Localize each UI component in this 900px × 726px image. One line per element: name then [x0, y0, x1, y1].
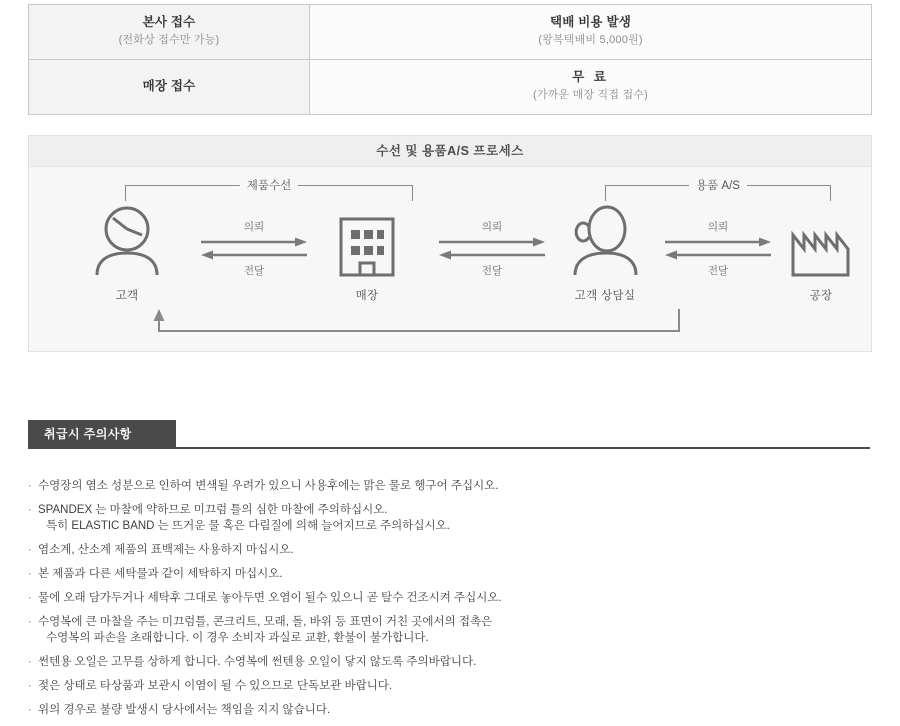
bullet-icon: · [28, 704, 32, 716]
bullet-icon: · [28, 656, 32, 668]
list-item [28, 702, 870, 718]
fee-row-label-cell [29, 5, 310, 60]
caution-text: 젖은 상태로 타상품과 보관시 이염이 될 수 있으므로 단독보관 바랍니다. [38, 680, 393, 692]
link-forward-label: 의뢰 [481, 221, 503, 233]
caution-text: 본 제품과 다른 세탁물과 같이 세탁하지 마십시오. [38, 568, 283, 580]
list-item [28, 614, 870, 646]
arrow-pair-icon [195, 236, 313, 262]
list-item [28, 654, 870, 670]
caution-text-cont: 수영복의 파손을 초래합니다. 이 경우 소비자 과실로 교환, 환불이 불가합니다. [46, 632, 429, 644]
bullet-icon: · [28, 480, 32, 492]
caution-list [28, 478, 870, 726]
link-forward-label: 의뢰 [243, 221, 265, 233]
link-backward-label: 전달 [243, 265, 265, 277]
node-factory-label: 공장 [809, 290, 833, 302]
caution-text: 수영복에 큰 마찰을 주는 미끄럼틀, 콘크리트, 모래, 돌, 바위 등 표면이 거친 곳에서의 접촉은 [38, 616, 493, 628]
caution-text: 염소계, 산소계 제품의 표백제는 사용하지 마십시오. [38, 544, 294, 556]
bullet-icon: · [28, 680, 32, 692]
fee-row-label-main: 본사 접수 [142, 15, 196, 30]
node-customer [67, 205, 187, 303]
node-customer-service [545, 205, 665, 303]
fee-row-value-main: 택배 비용 발생 [550, 15, 631, 30]
caution-text: 수영장의 염소 성분으로 인하여 변색될 우려가 있으니 사용후에는 맑은 물로 헹구어 주십시오. [38, 480, 499, 492]
agent-headset-icon [545, 205, 665, 277]
bracket-product-repair-label: 제품수선 [240, 177, 298, 193]
link-agent-factory [659, 222, 777, 280]
customer-icon [67, 205, 187, 277]
bullet-icon: · [28, 568, 32, 580]
list-item [28, 478, 870, 494]
caution-text: SPANDEX 는 마찰에 약하므로 미끄럼 틀의 심한 마찰에 주의하십시오. [38, 504, 388, 516]
node-customer-service-label: 고객 상담실 [574, 290, 636, 302]
fee-row-value-sub: (가까운 매장 직접 접수) [533, 89, 648, 102]
link-customer-store [195, 222, 313, 280]
list-item [28, 590, 870, 606]
caution-text: 위의 경우로 불량 발생시 당사에서는 책임을 지지 않습니다. [38, 704, 331, 716]
bullet-icon: · [28, 504, 32, 516]
fee-row-value-sub: (왕복택배비 5,000원) [538, 34, 643, 47]
caution-text-cont: 특히 ELASTIC BAND 는 뜨거운 물 혹은 다림질에 의해 늘어지므로 주의하십시오. [46, 520, 450, 532]
fee-row-value-cell [310, 60, 872, 115]
bullet-icon: · [28, 544, 32, 556]
table-row [29, 60, 872, 115]
fee-row-value-main: 무 료 [572, 70, 609, 85]
link-forward-label: 의뢰 [707, 221, 729, 233]
node-store [307, 205, 427, 303]
caution-text: 물에 오래 담가두거나 세탁후 그대로 놓아두면 오염이 될수 있으니 곧 탈수 건조시켜 주십시오. [38, 592, 502, 604]
fee-row-value-cell [310, 5, 872, 60]
node-customer-label: 고객 [115, 290, 139, 302]
caution-tab-label: 취급시 주의사항 [28, 420, 176, 448]
process-diagram [29, 167, 871, 351]
list-item [28, 502, 870, 534]
table-row [29, 5, 872, 60]
link-store-agent [433, 222, 551, 280]
shipping-fee-table [28, 4, 872, 115]
arrow-pair-icon [433, 236, 551, 262]
node-factory [761, 205, 881, 303]
store-building-icon [307, 205, 427, 277]
list-item [28, 678, 870, 694]
list-item [28, 542, 870, 558]
link-backward-label: 전달 [707, 265, 729, 277]
loopback-arrow-icon [139, 305, 687, 339]
bracket-goods-as-label: 용품 A/S [689, 177, 747, 193]
node-store-label: 매장 [355, 290, 379, 302]
fee-row-label-main: 매장 접수 [142, 78, 196, 93]
bullet-icon: · [28, 592, 32, 604]
caution-text: 썬텐용 오일은 고무를 상하게 합니다. 수영복에 썬텐용 오일이 닿지 않도록 주의바랍니다. [38, 656, 477, 668]
link-backward-label: 전달 [481, 265, 503, 277]
divider [28, 447, 870, 449]
process-panel-title: 수선 및 용품A/S 프로세스 [29, 136, 871, 167]
bullet-icon: · [28, 616, 32, 628]
factory-icon [761, 205, 881, 277]
arrow-pair-icon [659, 236, 777, 262]
caution-heading [28, 420, 870, 450]
fee-row-label-cell [29, 60, 310, 115]
list-item [28, 566, 870, 582]
process-panel [28, 135, 872, 352]
fee-row-label-sub: (전화상 접수만 가능) [118, 34, 220, 47]
